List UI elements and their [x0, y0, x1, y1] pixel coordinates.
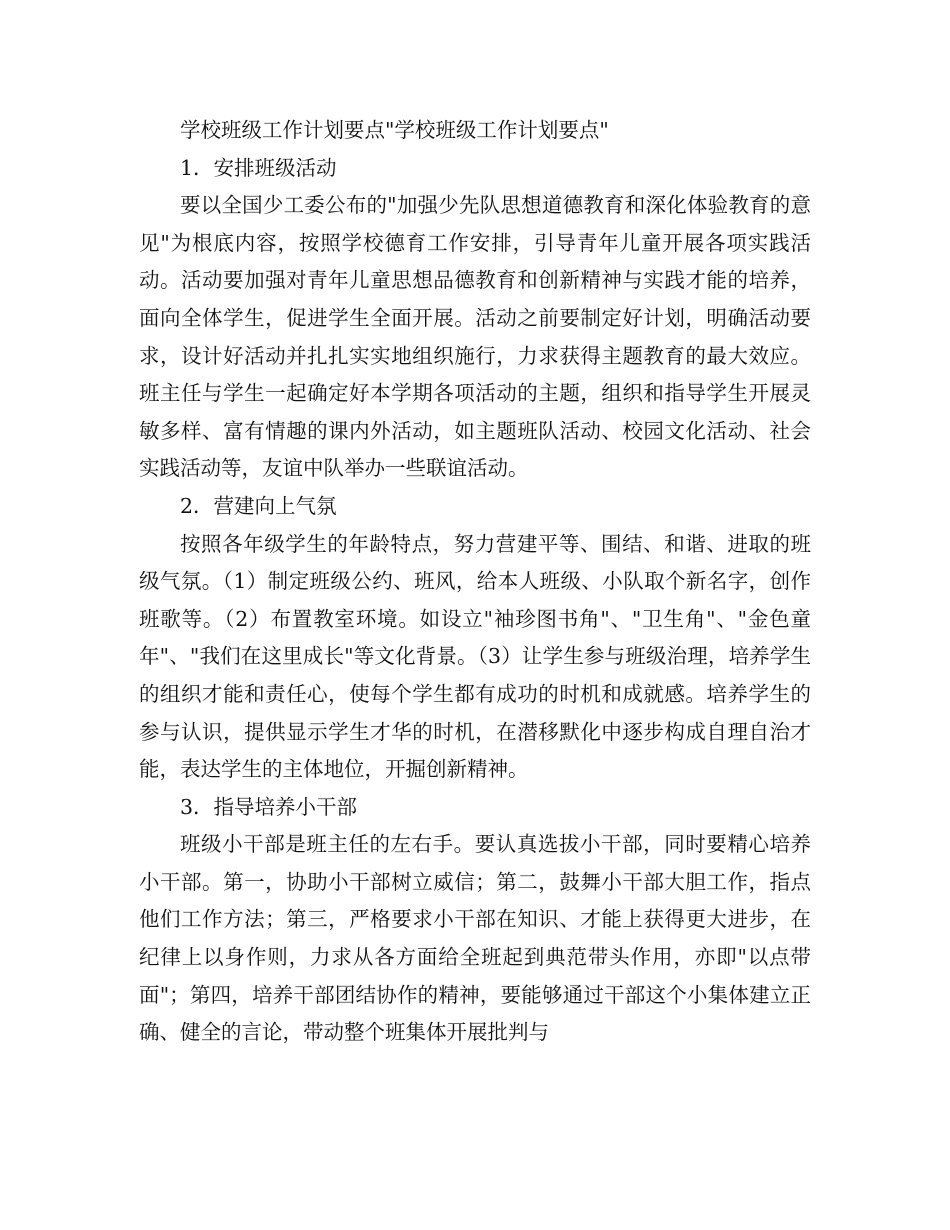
- section-paragraph-1: 要以全国少工委公布的"加强少先队思想道德教育和深化体验教育的意见"为根底内容，按照学校德育工作安排，引导青年儿童开展各项实践活动。活动要加强对青年儿童思想品德教育和创新精神与实践才能的培养，面向全体学生，促进学生全面开展。活动之前要制定好计划，明确活动要求，设计好活动并扎扎实实地组织施行，力求获得主题教育的最大效应。班主任与学生一起确定好本学期各项活动的主题，组织和指导学生开展灵敏多样、富有情趣的课内外活动，如主题班队活动、校园文化活动、社会实践活动等，友谊中队举办一些联谊活动。: [139, 193, 811, 481]
- section-heading-2: 2．营建向上气氛: [180, 493, 337, 518]
- document-body: [139, 112, 811, 1052]
- section-heading-3: 3．指导培养小干部: [180, 794, 358, 819]
- document-title: 学校班级工作计划要点"学校班级工作计划要点": [180, 118, 609, 142]
- section-paragraph-2: 按照各年级学生的年龄特点，努力营建平等、围结、和谐、进取的班级气氛。（1）制定班级公约、班风，给本人班级、小队取个新名字，创作班歌等。（2）布置教室环境。如设立"袖珍图书角"、"卫生角"、"金色童年"、"我们在这里成长"等文化背景。（3）让学生参与班级治理，培养学生的组织才能和责任心，使每个学生都有成功的时机和成就感。培养学生的参与认识，提供显示学生才华的时机，在潜移默化中逐步构成自理自治才能，表达学生的主体地位，开掘创新精神。: [139, 531, 811, 782]
- section-heading-1: 1．安排班级活动: [180, 155, 337, 180]
- section-paragraph-3: 班级小干部是班主任的左右手。要认真选拔小干部，同时要精心培养小干部。第一，协助小干部树立威信；第二，鼓舞小干部大胆工作，指点他们工作方法；第三，严格要求小干部在知识、才能上获得更大进步，在纪律上以身作则，力求从各方面给全班起到典范带头作用，亦即"以点带面"；第四，培养干部团结协作的精神，要能够通过干部这个小集体建立正确、健全的言论，带动整个班集体开展批判与: [139, 832, 811, 1045]
